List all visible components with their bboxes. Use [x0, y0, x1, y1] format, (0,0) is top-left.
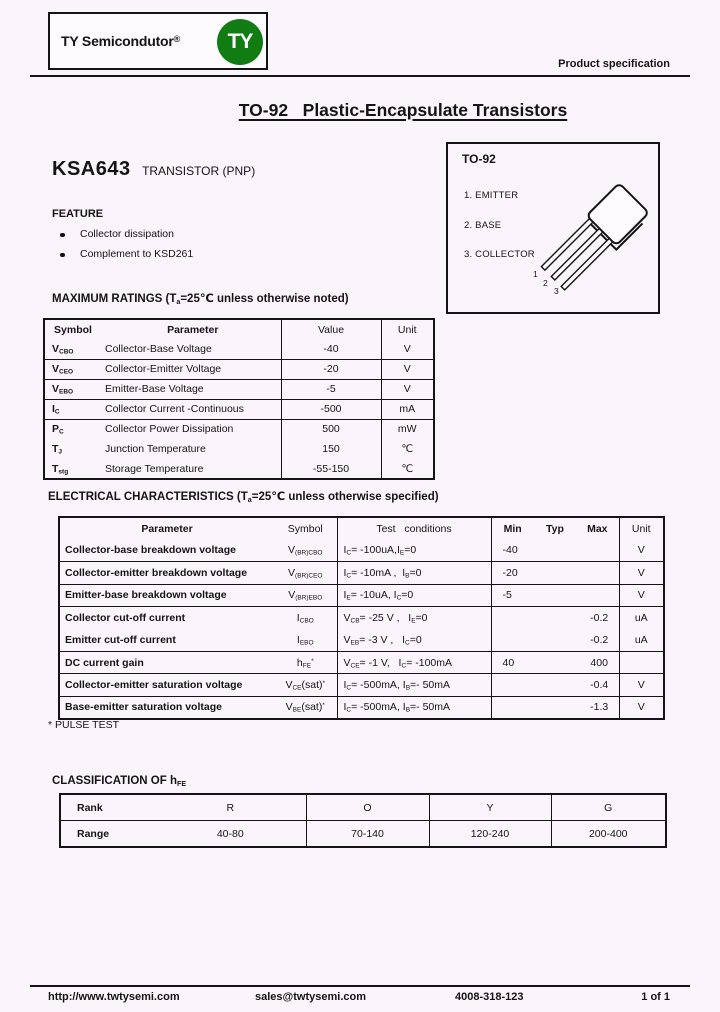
classification-heading: CLASSIFICATION OF $h_{FE}$: [52, 775, 187, 788]
symbol-cell: $T_{stg}$: [52, 462, 69, 476]
parameter-cell: Junction Temperature: [105, 443, 206, 455]
rank-cell: G: [551, 794, 666, 821]
range-cell: 70-140: [306, 821, 429, 848]
max-value: -1.3: [590, 701, 609, 714]
row-label: Rank: [60, 794, 155, 821]
table-row: [59, 651, 664, 673]
unit-cell: V: [381, 359, 434, 379]
value-cell: -20: [281, 359, 381, 379]
document-title: [0, 100, 720, 121]
table-row: [44, 379, 434, 399]
min-value: -5: [502, 589, 512, 602]
column-header: Symbol: [54, 323, 92, 336]
typ-value: [541, 544, 580, 556]
footer-divider: [30, 985, 690, 987]
max-ratings-heading: MAXIMUM RATINGS ($T_a=25℃$ unless otherwise noted): [52, 293, 349, 306]
lead-label-2: 2: [543, 278, 548, 288]
row-label: Range: [77, 827, 110, 840]
symbol-cell: $V_{CBO}$: [44, 339, 101, 359]
parameter-cell: Emitter-base breakdown voltage: [59, 584, 274, 606]
typ-value: [541, 589, 580, 601]
header-divider: [30, 75, 690, 77]
parameter-cell: Collector Power Dissipation: [105, 423, 234, 436]
table-row: [59, 607, 664, 629]
pin-emitter: 1. EMITTER: [464, 190, 519, 201]
min-typ-max-cell: [491, 562, 619, 584]
feature-item: Collector dissipation: [52, 228, 193, 240]
table-row: [44, 439, 434, 459]
parameter-cell: Collector-base breakdown voltage: [59, 539, 274, 561]
typ-value: [541, 634, 580, 646]
parameter-cell: Collector cut-off current: [65, 612, 186, 624]
test-conditions-cell: $V_{CB}= -25$ V , $I_E=0$: [337, 607, 491, 629]
table-row: [59, 584, 664, 606]
parameter-cell: Collector-emitter saturation voltage: [59, 674, 274, 696]
table-row: [44, 459, 434, 479]
min-typ-max-cell: [491, 629, 619, 651]
value-cell: -5: [281, 379, 381, 399]
table-header-row: [44, 319, 434, 339]
brand-logo-box: [48, 12, 268, 70]
symbol-cell: $I_C$: [44, 399, 101, 419]
pin-base: 2. BASE: [464, 219, 502, 231]
value-cell: -500: [281, 399, 381, 419]
max-ratings-table: [43, 318, 435, 480]
to92-package-drawing: [522, 180, 652, 300]
parameter-cell: Collector-Emitter Voltage: [101, 359, 281, 379]
column-header: Min: [503, 522, 522, 535]
range-cell: 40-80: [216, 827, 244, 840]
min-value: -20: [502, 566, 518, 579]
column-header: Max: [587, 522, 608, 535]
max-value: -0.4: [590, 678, 609, 691]
page-number: 1 of 1: [641, 991, 670, 1003]
rank-cell: Y: [429, 794, 551, 821]
range-cell: 120-240: [429, 821, 551, 848]
min-value: [492, 634, 542, 646]
column-header: Symbol: [287, 522, 323, 535]
symbol-cell: $V_{(BR)CEO}$: [274, 562, 337, 584]
feature-list: [52, 228, 193, 260]
min-value: [492, 679, 542, 691]
table-row: [59, 539, 664, 561]
test-conditions-cell: $I_C= -500mA$, $I_B=-$ 50mA: [337, 696, 491, 718]
column-header: Parameter: [167, 323, 219, 336]
feature-item: Complement to KSD261: [52, 248, 193, 260]
part-number: KSA643: [52, 158, 131, 180]
parameter-cell: Collector-Base Voltage: [101, 339, 281, 359]
unit-cell: V: [619, 674, 664, 696]
unit-cell: uA: [619, 629, 664, 651]
pin-collector: 3. COLLECTOR: [464, 249, 535, 260]
document-title-text: TO-92 Plastic-Encapsulate Transistors: [238, 100, 568, 120]
unit-cell: ℃: [381, 439, 434, 459]
footer-website: http://www.twtysemi.com: [48, 991, 180, 1003]
unit-cell: V: [381, 379, 434, 399]
table-header-row: [60, 794, 666, 821]
test-conditions-cell: $V_{CE}= -1$ V, $I_C= -100mA$: [337, 651, 491, 673]
parameter-cell: Emitter cut-off current: [59, 629, 274, 651]
unit-cell: V: [381, 339, 434, 359]
symbol-cell: $h_{FE}^*$: [274, 651, 337, 673]
parameter-cell: Collector-emitter breakdown voltage: [59, 562, 274, 584]
test-conditions-cell: $I_C= -500mA$, $I_B=-$ 50mA: [337, 674, 491, 696]
unit-cell: mA: [381, 399, 434, 419]
table-row: [44, 339, 434, 359]
test-conditions-cell: $I_E= -10uA$, $I_C=0$: [337, 584, 491, 606]
brand-name: [61, 33, 180, 49]
pulse-test-footnote: * PULSE TEST: [48, 719, 119, 731]
min-value: [492, 612, 542, 624]
min-value: 40: [502, 656, 515, 669]
table-header-row: [59, 517, 664, 539]
max-value: -0.2: [590, 612, 609, 624]
column-header: Parameter: [141, 522, 193, 535]
footer-phone: 4008-318-123: [455, 991, 524, 1003]
test-conditions-cell: $I_C= -10mA$ , $I_B=0$: [337, 562, 491, 584]
test-conditions-cell: $I_C= -100uA,I_E=0$: [337, 539, 491, 561]
symbol-cell: $V_{(BR)CBO}$: [274, 539, 337, 561]
table-row: [59, 562, 664, 584]
min-typ-max-cell: [491, 539, 619, 561]
table-row: [44, 359, 434, 379]
electrical-characteristics-table: [58, 516, 665, 720]
symbol-cell: $V_{(BR)EBO}$: [274, 584, 337, 606]
value-cell: -40: [281, 339, 381, 359]
value-cell: -55-150: [281, 459, 381, 479]
symbol-cell: $V_{EBO}$: [44, 379, 101, 399]
unit-cell: V: [619, 696, 664, 718]
typ-value: [541, 612, 580, 624]
table-row: [59, 696, 664, 718]
min-typ-max-cell: [491, 651, 619, 673]
part-heading: [52, 158, 255, 181]
min-value: -40: [502, 544, 518, 557]
parameter-cell: Collector Current -Continuous: [101, 399, 281, 419]
typ-value: [541, 657, 580, 669]
column-header: Test conditions: [337, 517, 491, 539]
parameter-cell: Base-emitter saturation voltage: [65, 701, 222, 714]
column-header-group: [491, 517, 619, 539]
test-conditions-cell: $V_{EB}= -3$ V , $I_C=0$: [337, 629, 491, 651]
column-header: Value: [281, 319, 381, 339]
lead-label-3: 3: [554, 286, 559, 296]
max-value: [580, 544, 619, 556]
registered-trademark-icon: ®: [173, 33, 181, 44]
table-row: [44, 419, 434, 439]
min-value: [492, 701, 542, 713]
feature-heading: FEATURE: [52, 208, 104, 220]
rank-cell: O: [306, 794, 429, 821]
unit-cell: uA: [619, 607, 664, 629]
typ-value: [541, 701, 580, 713]
column-header: Unit: [381, 319, 434, 339]
max-value: -0.2: [590, 633, 609, 646]
min-typ-max-cell: [491, 696, 619, 718]
parameter-cell: Emitter-Base Voltage: [101, 379, 281, 399]
value-cell: 150: [281, 439, 381, 459]
min-typ-max-cell: [491, 674, 619, 696]
symbol-cell: $I_{EBO}$: [274, 629, 337, 651]
column-header: Unit: [619, 517, 664, 539]
typ-value: [541, 567, 580, 579]
part-type: TRANSISTOR (PNP): [142, 164, 256, 178]
table-row: [44, 399, 434, 419]
table-row: [59, 629, 664, 651]
unit-cell: ℃: [381, 459, 434, 479]
symbol-cell: $I_{CBO}$: [296, 612, 314, 625]
unit-cell: V: [619, 584, 664, 606]
symbol-cell: $V_{CE}(sat)^*$: [274, 674, 337, 696]
column-header: Typ: [546, 522, 564, 535]
feature-section: [52, 208, 193, 268]
max-value: [580, 567, 619, 579]
parameter-cell: Storage Temperature: [105, 462, 204, 475]
min-typ-max-cell: [491, 584, 619, 606]
ty-logo-icon: TY: [217, 19, 263, 65]
unit-cell: V: [619, 539, 664, 561]
hfe-classification-table: [59, 793, 667, 848]
brand-text: TY Semicondutor: [61, 33, 174, 49]
symbol-cell: $P_C$: [52, 423, 64, 436]
table-row: [60, 821, 666, 848]
symbol-cell: $T_J$: [52, 443, 63, 456]
electrical-heading: ELECTRICAL CHARACTERISTICS ($T_a=25℃$ unless otherwise specified): [48, 491, 439, 504]
max-value: 400: [590, 656, 608, 669]
rank-cell: R: [155, 794, 306, 821]
package-diagram-box: [446, 142, 660, 314]
unit-cell: V: [619, 562, 664, 584]
package-title: TO-92: [462, 152, 496, 166]
product-specification-label: Product specification: [558, 58, 670, 70]
range-cell: 200-400: [551, 821, 666, 848]
symbol-cell: $V_{BE}(sat)^*$: [285, 701, 325, 714]
table-row: [59, 674, 664, 696]
value-cell: 500: [281, 419, 381, 439]
unit-cell: mW: [381, 419, 434, 439]
min-typ-max-cell: [491, 607, 619, 629]
symbol-cell: $V_{CEO}$: [44, 359, 101, 379]
unit-cell: [619, 651, 664, 673]
lead-label-1: 1: [533, 269, 538, 279]
typ-value: [541, 679, 580, 691]
max-value: [580, 589, 619, 601]
parameter-cell: DC current gain: [59, 651, 274, 673]
footer-email: sales@twtysemi.com: [255, 991, 366, 1003]
